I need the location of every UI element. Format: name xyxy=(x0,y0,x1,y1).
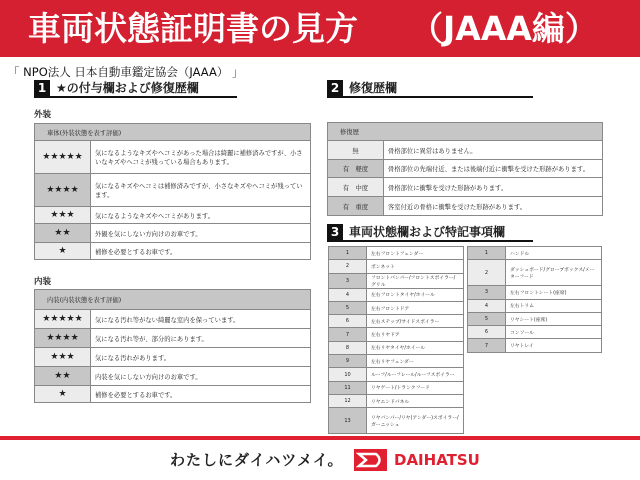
row-text: 補修を必要とするお車です。 xyxy=(91,386,311,403)
table-row xyxy=(328,178,603,197)
row-key: 4 xyxy=(329,288,367,301)
row-text: 左右フロントフェンダー xyxy=(367,247,464,260)
row-key: ★★★★★ xyxy=(35,141,91,174)
row-key: 無 xyxy=(328,141,384,160)
row-text: 左右フロントタイヤ/ホイール xyxy=(367,288,464,301)
interior-label: 内装 xyxy=(34,277,52,287)
row-key: ★★★★ xyxy=(35,329,91,348)
row-key: ★★★ xyxy=(35,348,91,367)
row-text: 気になる汚れがあります。 xyxy=(91,348,311,367)
table-row xyxy=(329,355,464,368)
row-key: ★ xyxy=(35,386,91,403)
row-text: 左右フロントシート(座席) xyxy=(506,286,602,299)
row-key: 6 xyxy=(468,326,506,339)
footer-divider xyxy=(0,436,640,440)
table-row xyxy=(329,301,464,314)
row-key: 1 xyxy=(329,247,367,260)
row-text: ダッシュボード/グローブボックス/メーターフード xyxy=(506,260,602,286)
row-text: ハンドル xyxy=(506,247,602,260)
table-row xyxy=(35,329,311,348)
row-text: 左右リヤフェンダー xyxy=(367,355,464,368)
table-row xyxy=(35,141,311,174)
interior-rating-table xyxy=(34,289,311,403)
row-key: 13 xyxy=(329,408,367,434)
exterior-parts-table xyxy=(328,246,464,434)
row-key: 有 軽度 xyxy=(328,160,384,178)
exterior-rating-table xyxy=(34,123,311,260)
row-key: 2 xyxy=(329,260,367,273)
row-text: 左右フロントドア xyxy=(367,301,464,314)
table-row xyxy=(468,247,602,260)
organization-name: 「 NPO法人 日本自動車鑑定協会（JAAA） 」 xyxy=(8,65,244,79)
row-key: ★★★★ xyxy=(35,174,91,207)
repair-history-table xyxy=(327,122,603,216)
row-text: 気になるようなキズやヘコミがあります。 xyxy=(91,207,311,224)
row-text: 外観を気にしない方向けのお車です。 xyxy=(91,224,311,243)
row-text: 骨格部位の先端付近、または後端付近に衝撃を受けた形跡があります。 xyxy=(384,160,603,178)
table-row xyxy=(468,312,602,325)
row-text: コンソール xyxy=(506,326,602,339)
table-row xyxy=(329,273,464,288)
section-2-heading: 2 修復歴欄 xyxy=(327,80,533,98)
row-text: ボンネット xyxy=(367,260,464,273)
row-key: 4 xyxy=(468,299,506,312)
table-row xyxy=(329,260,464,273)
row-text: リヤエンドパネル xyxy=(367,394,464,407)
page-subtitle: （JAAA編） xyxy=(410,9,598,48)
row-key: 有 重度 xyxy=(328,197,384,216)
row-key: ★★ xyxy=(35,224,91,243)
row-text: 骨格部位に衝撃を受けた形跡があります。 xyxy=(384,178,603,197)
row-key: 10 xyxy=(329,368,367,381)
row-key: ★★★★★ xyxy=(35,310,91,329)
row-text: 補修を必要とするお車です。 xyxy=(91,243,311,260)
row-text: リヤシート(座席) xyxy=(506,312,602,325)
table-row xyxy=(468,326,602,339)
table-row xyxy=(35,310,311,329)
table-row xyxy=(468,339,602,352)
table-row xyxy=(328,197,603,216)
row-key: 有 中度 xyxy=(328,178,384,197)
row-text: 気になる汚れ等が、部分的にあります。 xyxy=(91,329,311,348)
row-text: 気になる汚れ等がない綺麗な室内を保っています。 xyxy=(91,310,311,329)
row-key: 1 xyxy=(468,247,506,260)
table-row xyxy=(328,141,603,160)
table-row xyxy=(35,386,311,403)
interior-parts-table xyxy=(467,246,602,353)
title-banner xyxy=(0,0,640,57)
row-key: 6 xyxy=(329,315,367,328)
table-header: 車体(外装状態を表す評価) xyxy=(35,124,311,141)
brand-name: DAIHATSU xyxy=(394,451,480,469)
row-key: 12 xyxy=(329,394,367,407)
row-text: ルーフ/ルーフレール/ルーフスポイラー xyxy=(367,368,464,381)
row-text: リヤゲート/トランクフード xyxy=(367,381,464,394)
row-text: 左右リヤドア xyxy=(367,328,464,341)
row-key: 5 xyxy=(468,312,506,325)
row-text: 骨格部位に異常はありません。 xyxy=(384,141,603,160)
row-key: ★★★ xyxy=(35,207,91,224)
table-row xyxy=(35,174,311,207)
table-row xyxy=(329,381,464,394)
table-row xyxy=(468,286,602,299)
slogan: わたしにダイハツメイ。 xyxy=(170,451,344,469)
row-key: 3 xyxy=(468,286,506,299)
table-row xyxy=(35,207,311,224)
row-text: 左右トリム xyxy=(506,299,602,312)
row-key: 7 xyxy=(468,339,506,352)
table-row xyxy=(35,243,311,260)
row-key: 11 xyxy=(329,381,367,394)
page-title: 車両状態証明書の見方 xyxy=(28,9,358,48)
row-text: フロントバンパー/フロントスポイラー/グリル xyxy=(367,273,464,288)
table-row xyxy=(468,260,602,286)
row-text: 気になるようなキズやヘコミがあった場合は綺麗に補修済みですが、小さいなキズやヘコミが残っている場合もあります。 xyxy=(91,141,311,174)
table-row xyxy=(35,348,311,367)
row-key: 2 xyxy=(468,260,506,286)
row-text: 気になるキズやヘコミは補修済みですが、小さなキズやヘコミが残っています。 xyxy=(91,174,311,207)
table-row xyxy=(329,315,464,328)
table-row xyxy=(328,160,603,178)
section-1-heading: 1 ★の付与欄および修復歴欄 xyxy=(34,80,237,98)
table-row xyxy=(329,394,464,407)
row-key: 8 xyxy=(329,341,367,354)
row-text: リヤトレイ xyxy=(506,339,602,352)
row-key: ★★ xyxy=(35,367,91,386)
row-text: 左右ステップ/サイドスポイラー xyxy=(367,315,464,328)
table-row xyxy=(329,288,464,301)
row-text: リヤバンパー/リヤ(アンダー)スポイラー/ガーニッシュ xyxy=(367,408,464,434)
table-row xyxy=(329,368,464,381)
table-row xyxy=(329,247,464,260)
section-3-heading: 3 車両状態欄および特記事項欄 xyxy=(327,224,533,242)
table-row xyxy=(329,408,464,434)
table-row xyxy=(468,299,602,312)
table-header: 修復歴 xyxy=(328,123,603,141)
row-text: 客室付近の骨格に衝撃を受けた形跡があります。 xyxy=(384,197,603,216)
daihatsu-logo-icon xyxy=(354,449,387,471)
row-key: 9 xyxy=(329,355,367,368)
exterior-label: 外装 xyxy=(34,110,52,120)
table-row xyxy=(35,367,311,386)
table-header: 内装(内装状態を表す評価) xyxy=(35,290,311,310)
row-text: 左右リヤタイヤ/ホイール xyxy=(367,341,464,354)
row-key: ★ xyxy=(35,243,91,260)
row-key: 5 xyxy=(329,301,367,314)
table-row xyxy=(329,341,464,354)
table-row xyxy=(329,328,464,341)
table-row xyxy=(35,224,311,243)
row-text: 内装を気にしない方向けのお車です。 xyxy=(91,367,311,386)
row-key: 3 xyxy=(329,273,367,288)
row-key: 7 xyxy=(329,328,367,341)
